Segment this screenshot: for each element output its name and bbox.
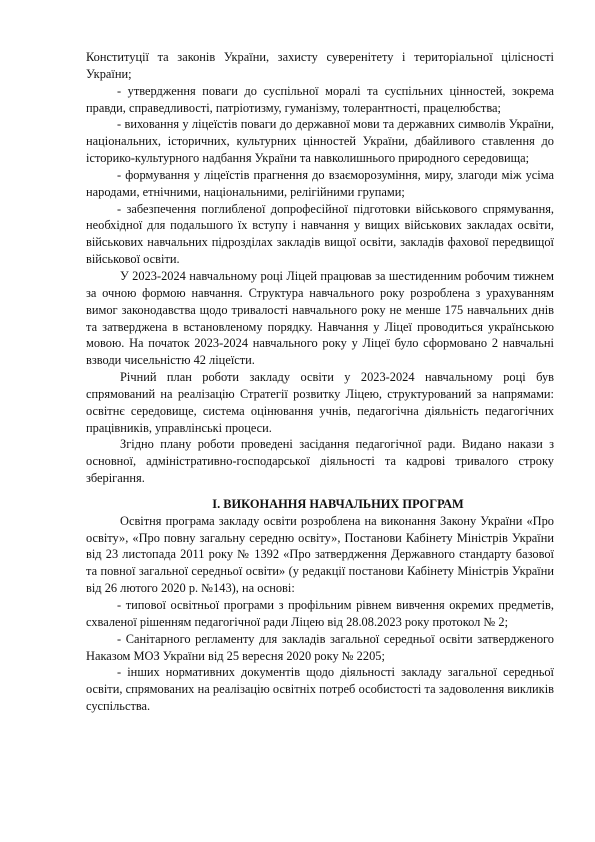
list-item-morality: - утвердження поваги до суспільної моралі та суспільних цінностей, зокрема правди, справедливості, патріотизму, гуманізму, толерантності, працелюбства; — [86, 83, 554, 115]
list-item-typical-program: - типової освітньої програми з профільним рівнем вивчення окремих предметів, схваленої рішенням педагогічної ради Ліцею від 28.08.2023 року протокол № 2; — [86, 598, 554, 629]
list-item-sanitary-regulation: - Санітарного регламенту для закладів загальної середньої освіти затвердженого Наказом МОЗ України від 25 вересня 2020 року № 2205; — [86, 631, 554, 663]
paragraph-annual-plan: Річний план роботи закладу освіти у 2023-2024 навчальному році був спрямований на реалізацію Стратегії розвитку Ліцею, структурований за напрямами: освітнє середовище, система оцінювання учнів, педагогічна діяльність педагогічних працівників, управлінські процеси. — [86, 370, 554, 435]
paragraph-educational-program: Освітня програма закладу освіти розроблена на виконання Закону України «Про освіту», «Про повну загальну середню освіту», Постанови Кабінету Міністрів України від 23 листопада 2011 року № 1392 «Про затвердження Державного стандарту базової та повної загальної середньої освіти» (у редакції постанови Кабінету Міністрів України від 26 лютого 2020 р. №143), на основі: — [86, 513, 554, 596]
document-page — [86, 49, 554, 715]
section-heading: І. ВИКОНАННЯ НАВЧАЛЬНИХ ПРОГРАМ — [212, 496, 464, 511]
list-item-understanding: - формування у ліцеїстів прагнення до взаєморозуміння, миру, злагоди між усіма народами, етнічними, національними, релігійними групами; — [86, 167, 554, 199]
list-item-other-documents: - інших нормативних документів щодо діяльності закладу загальної середньої освіти, спрямованих на реалізацію освітніх потреб особистості та задоволення викликів суспільства. — [86, 665, 554, 714]
paragraph-academic-year: У 2023-2024 навчальному році Ліцей працював за шестиденним робочим тижнем за очною формою навчання. Структура навчального року розроблена з урахуванням вимог законодавства щодо тривалості навчального року не менше 175 навчальних днів та затверджена в встановленому порядку. Навчання у Ліцеї проводиться українською мовою. На початок 2023-2024 навчального року у Ліцеї було сформовано 2 навчальні взводи чисельністю 42 ліцеїсти. — [86, 268, 554, 368]
list-item-military-training: - забезпечення поглибленої допрофесійної підготовки військового спрямування, необхідної для подальшого їх вступу і навчання у вищих військових закладах освіти, військових навчальних підрозділах закладів вищої освіти, закладів фахової передвищої військової освіти. — [86, 201, 554, 267]
paragraph-continuation: Конституції та законів України, захисту суверенітету і територіальної цілісності України; — [86, 50, 554, 81]
paragraph-pedagogical-council: Згідно плану роботи проведені засідання педагогічної ради. Видано накази з основної, адміністративно-господарської діяльності та кадрові тривалого строку зберігання. — [86, 437, 554, 486]
list-item-language: - виховання у ліцеїстів поваги до державної мови та державних символів України, національних, історичних, культурних цінностей України, дбайливого ставлення до історико-культурного надбання України та навколишнього природного середовища; — [86, 117, 554, 166]
